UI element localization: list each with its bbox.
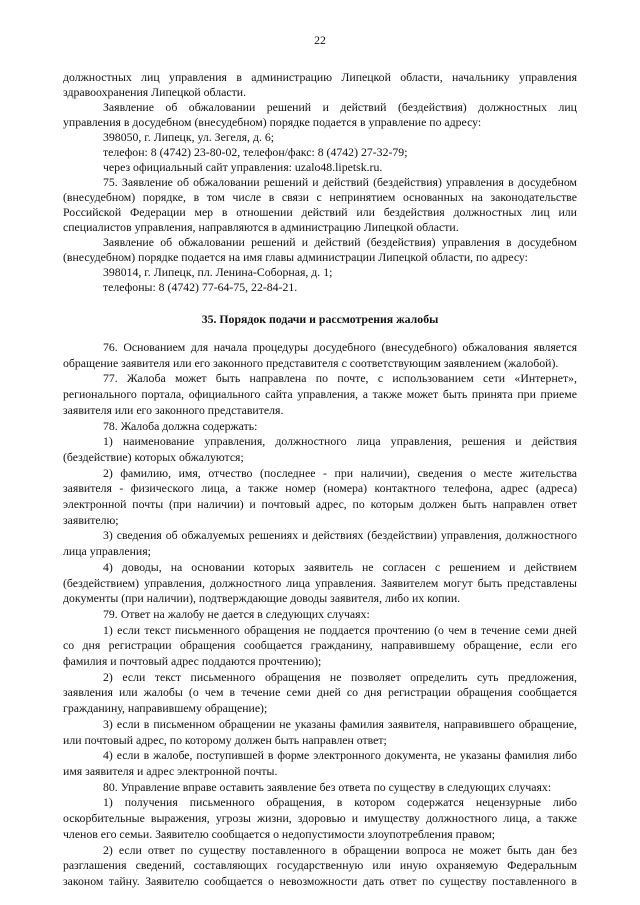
- text-line: документы (при наличии), подтверждающие доводы заявителя, либо их копии.: [63, 591, 461, 606]
- text-line: 1) наименование управления, должностного лица управления, решения и действия: [103, 434, 577, 449]
- text-line: 79. Ответ на жалобу не дается в следующих случаях:: [103, 606, 370, 621]
- list-item-79-2: [63, 670, 577, 717]
- list-item-80-1: [63, 795, 577, 842]
- text-line: 3) сведения об обжалуемых решениях и действиях (бездействии) управления, должностного: [103, 528, 577, 543]
- text-line: 1) получения письменного обращения, в котором содержатся нецензурные либо: [103, 795, 577, 810]
- section-text-block: [63, 340, 577, 890]
- text-line: 2) фамилию, имя, отчество (последнее - при наличии), сведения о месте жительства: [103, 465, 577, 480]
- text-line: (бездействие) которых обжалуются;: [63, 449, 244, 464]
- paragraph-76: [63, 340, 577, 371]
- text-line: здравоохранения Липецкой области.: [63, 85, 247, 99]
- paragraph-79: [63, 607, 577, 623]
- text-line: имя заявителя и адрес электронной почты.: [63, 763, 278, 778]
- text-line: через официальный сайт управления: uzalo48.lipetsk.ru.: [103, 160, 383, 174]
- text-line: со дня регистрации обращения сообщается гражданину, направившему обращение, если его: [63, 638, 577, 653]
- text-line: (бездействием) управления, должностного лица управления. Заявителем могут быть представлены: [63, 575, 577, 590]
- paragraph-80: [63, 780, 577, 796]
- text-line: Российской Федерации мер в отношении действий или бездействия должностных лиц или: [63, 205, 577, 219]
- text-line: 76. Основанием для начала процедуры досудебного (внесудебного) обжалования является: [103, 340, 577, 354]
- text-line: регионального портала, официального сайта управления, а также может быть принята при приеме: [63, 387, 577, 402]
- text-line: лица управления;: [63, 544, 151, 559]
- text-line: Заявление об обжаловании решений и действий (бездействия) управления в досудебном: [103, 235, 577, 249]
- text-line: (внесудебном) порядке подается на имя главы администрации Липецкой области, по адресу:: [63, 250, 528, 264]
- management-address: [63, 130, 577, 145]
- text-line: 398050, г. Липецк, ул. Зегеля, д. 6;: [103, 130, 275, 144]
- text-line: 398014, г. Липецк, пл. Ленина-Соборная, д. 1;: [103, 265, 333, 279]
- text-line: законом тайну. Заявителю сообщается о невозможности дать ответ по существу поставленного в: [63, 873, 577, 888]
- text-line: обращение заявителя или его законного представителя с соответствующим заявлением (жалобой).: [63, 355, 559, 370]
- text-line: 3) если в письменном обращении не указаны фамилия заявителя, направившего обращение,: [103, 716, 577, 731]
- text-line: 2) если ответ по существу поставленного в обращении вопроса не может быть дан без: [103, 842, 577, 857]
- text-line: заявления или жалобы (о чем в течение семи дней со дня регистрации обращения сообщается: [63, 685, 577, 700]
- management-website: [63, 160, 577, 175]
- text-line: 77. Жалоба может быть направлена по почте, с использованием сети «Интернет»,: [103, 371, 577, 386]
- text-line: заявителя или его законного представителя.: [63, 402, 284, 417]
- text-line: заявителя - физического лица, а также номер (номера) контактного телефона, адрес (адреса): [63, 481, 577, 496]
- text-line: разглашения сведений, составляющих государственную или иную охраняемую Федеральным: [63, 858, 577, 873]
- page-number: 22: [314, 33, 326, 47]
- text-line: электронной почты (при наличии) и почтовый адрес, по которым должен быть направлен ответ: [63, 497, 577, 512]
- administration-phones: [63, 280, 577, 295]
- text-line: (внесудебном) порядке, в том числе в связи с непринятием основанных на законодательстве: [63, 190, 577, 204]
- list-item-78-3: [63, 528, 577, 559]
- text-line: или почтовый адрес, по которому должен быть направлен ответ;: [63, 732, 387, 747]
- list-item-78-4: [63, 560, 577, 607]
- paragraph-continued: [63, 70, 577, 100]
- list-item-79-3: [63, 717, 577, 748]
- text-line: специалистов управления, направляются в администрацию Липецкой области.: [63, 220, 459, 234]
- text-line: фамилия и почтовый адрес поддаются прочтению);: [63, 654, 322, 669]
- paragraph-appeal-to-management: [63, 100, 577, 130]
- list-item-78-1: [63, 434, 577, 465]
- paragraph-appeal-to-governor: [63, 235, 577, 265]
- text-line: управления в досудебном (внесудебном) порядке подается в управление по адресу:: [63, 115, 482, 129]
- text-line: 78. Жалоба должна содержать:: [103, 418, 258, 433]
- list-item-80-2: [63, 843, 577, 890]
- paragraph-78: [63, 419, 577, 435]
- section-heading: 35. Порядок подачи и рассмотрения жалобы: [201, 312, 439, 326]
- administration-address: [63, 265, 577, 280]
- text-line: Заявление об обжаловании решений и действий (бездействия) должностных лиц: [103, 100, 577, 114]
- list-item-79-1: [63, 623, 577, 670]
- paragraph-77: [63, 371, 577, 418]
- text-line: оскорбительные выражения, угрозы жизни, здоровью и имуществу должностного лица, а также: [63, 811, 577, 826]
- text-line: заявителю;: [63, 512, 119, 527]
- list-item-79-4: [63, 748, 577, 779]
- text-line: гражданину, направившему обращение);: [63, 701, 268, 716]
- top-text-block: [63, 70, 577, 295]
- text-line: 75. Заявление об обжаловании решений и действий (бездействия) управления в досудебном: [103, 175, 577, 189]
- text-line: 80. Управление вправе оставить заявление без ответа по существу в следующих случаях:: [103, 779, 552, 794]
- text-line: телефоны: 8 (4742) 77-64-75, 22-84-21.: [103, 280, 298, 294]
- text-line: 1) если текст письменного обращения не поддается прочтению (о чем в течение семи дней: [103, 622, 577, 637]
- text-line: телефон: 8 (4742) 23-80-02, телефон/факс: 8 (4742) 27-32-79;: [103, 145, 408, 159]
- text-line: членов его семьи. Заявителю сообщается о недопустимости злоупотребления правом;: [63, 826, 496, 841]
- text-line: должностных лиц управления в администрацию Липецкой области, начальнику управления: [63, 70, 577, 84]
- text-line: 2) если текст письменного обращения не позволяет определить суть предложения,: [103, 669, 577, 684]
- text-line: 4) если в жалобе, поступившей в форме электронного документа, не указаны фамилия либо: [103, 748, 577, 763]
- paragraph-75: [63, 175, 577, 235]
- list-item-78-2: [63, 466, 577, 529]
- management-phone: [63, 145, 577, 160]
- text-line: 4) доводы, на основании которых заявитель не согласен с решением и действием: [103, 559, 577, 574]
